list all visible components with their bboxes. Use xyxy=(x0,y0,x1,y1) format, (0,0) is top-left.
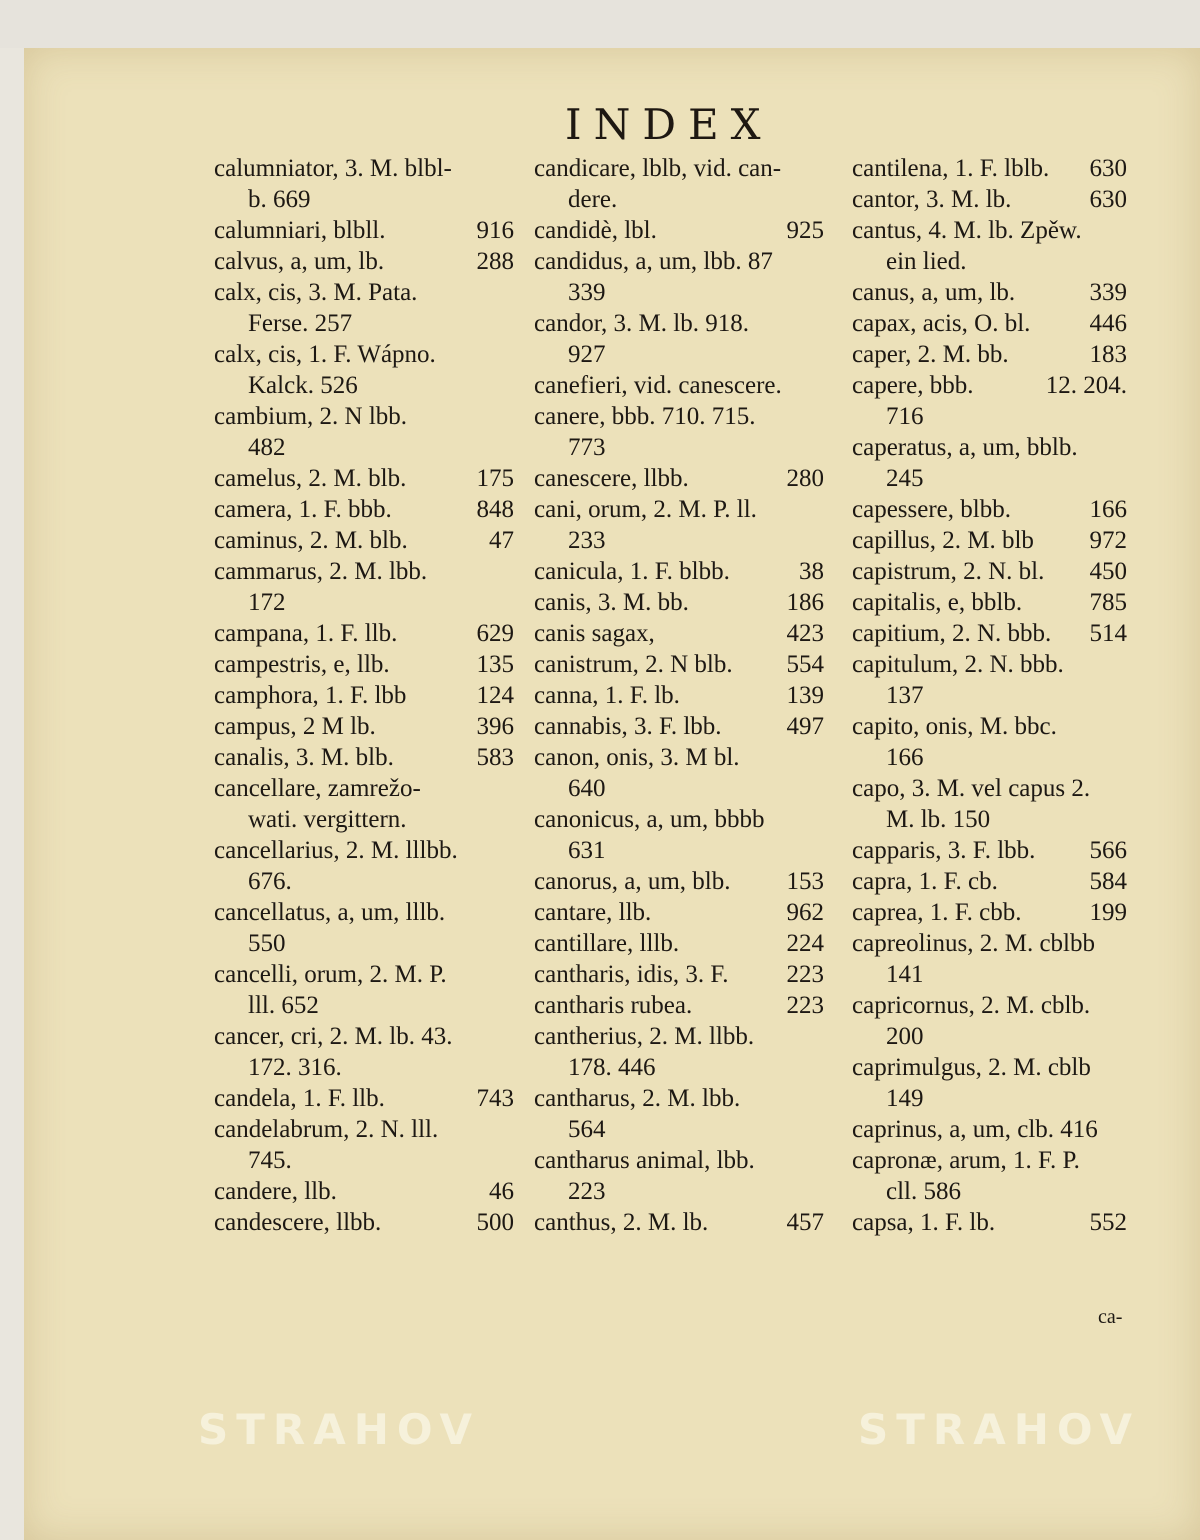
entry-term: canis, 3. M. bb. xyxy=(534,589,689,616)
entry-continuation: 223 xyxy=(568,1178,606,1205)
entry-page-number: 12. 204. xyxy=(1045,372,1127,399)
index-entry xyxy=(852,184,1127,215)
entry-page-number: 47 xyxy=(489,527,514,554)
entry-term: capra, 1. F. cb. xyxy=(852,868,998,895)
entry-term: capronæ, arum, 1. F. P. xyxy=(852,1147,1080,1174)
entry-term: candela, 1. F. llb. xyxy=(214,1085,385,1112)
entry-page-number: 554 xyxy=(786,651,824,678)
index-entry xyxy=(214,897,514,959)
entry-term: capessere, blbb. xyxy=(852,496,1011,523)
entry-page-number: 223 xyxy=(786,992,824,1019)
index-entry xyxy=(214,339,514,401)
entry-page-number: 199 xyxy=(1089,899,1127,926)
index-entry xyxy=(534,587,824,618)
index-entry xyxy=(852,835,1127,866)
entry-term: cancellare, zamrežo- xyxy=(214,775,421,802)
entry-page-number: 457 xyxy=(786,1209,824,1236)
entry-page-number: 514 xyxy=(1089,620,1127,647)
index-entry xyxy=(534,494,824,556)
entry-page-number: 223 xyxy=(786,961,824,988)
index-entry xyxy=(534,1145,824,1207)
index-entry xyxy=(852,494,1127,525)
entry-page-number: 629 xyxy=(476,620,514,647)
entry-page-number: 450 xyxy=(1089,558,1127,585)
entry-term: capito, onis, M. bbc. xyxy=(852,713,1057,740)
entry-continuation: Ferse. 257 xyxy=(248,310,353,337)
index-entry xyxy=(534,711,824,742)
entry-term: cancellarius, 2. M. lllbb. xyxy=(214,837,458,864)
index-entry xyxy=(852,215,1127,277)
index-entry xyxy=(852,897,1127,928)
index-entry xyxy=(852,928,1127,990)
entry-term: candere, llb. xyxy=(214,1178,337,1205)
entry-term: canalis, 3. M. blb. xyxy=(214,744,394,771)
entry-term: canis sagax, xyxy=(534,620,655,647)
index-entry xyxy=(214,742,514,773)
entry-continuation: 745. xyxy=(248,1147,292,1174)
entry-term: capere, bbb. xyxy=(852,372,974,399)
catchword: ca- xyxy=(1098,1306,1123,1328)
entry-term: capo, 3. M. vel capus 2. xyxy=(852,775,1091,802)
index-entry xyxy=(214,1114,514,1176)
index-entry xyxy=(534,649,824,680)
index-entry xyxy=(534,804,824,866)
entry-page-number: 224 xyxy=(786,930,824,957)
index-entry xyxy=(214,525,514,556)
entry-page-number: 630 xyxy=(1089,155,1127,182)
entry-term: capillus, 2. M. blb xyxy=(852,527,1034,554)
entry-term: cambium, 2. N lbb. xyxy=(214,403,408,430)
entry-continuation: 773 xyxy=(568,434,606,461)
index-entry xyxy=(852,556,1127,587)
watermark-left: STRAHOV xyxy=(198,1405,480,1454)
entry-term: canere, bbb. 710. 715. xyxy=(534,403,756,430)
index-entry xyxy=(214,277,514,339)
entry-term: caminus, 2. M. blb. xyxy=(214,527,408,554)
entry-term: canus, a, um, lb. xyxy=(852,279,1016,306)
index-entry xyxy=(852,1207,1127,1238)
entry-continuation: 178. 446 xyxy=(568,1054,656,1081)
entry-page-number: 396 xyxy=(476,713,514,740)
entry-continuation: 245 xyxy=(886,465,924,492)
entry-continuation: lll. 652 xyxy=(248,992,319,1019)
entry-continuation: 550 xyxy=(248,930,286,957)
entry-page-number: 584 xyxy=(1089,868,1127,895)
entry-page-number: 135 xyxy=(476,651,514,678)
entry-page-number: 848 xyxy=(476,496,514,523)
index-entry xyxy=(852,866,1127,897)
entry-page-number: 972 xyxy=(1089,527,1127,554)
entry-term: caprea, 1. F. cbb. xyxy=(852,899,1022,926)
index-entry xyxy=(852,277,1127,308)
entry-term: calumniator, 3. M. blbl- xyxy=(214,155,452,182)
index-entry xyxy=(214,1021,514,1083)
entry-term: canicula, 1. F. blbb. xyxy=(534,558,730,585)
index-column-1 xyxy=(214,153,514,1238)
entry-term: capitulum, 2. N. bbb. xyxy=(852,651,1064,678)
entry-page-number: 339 xyxy=(1089,279,1127,306)
index-entry xyxy=(534,215,824,246)
entry-term: canistrum, 2. N blb. xyxy=(534,651,733,678)
index-entry xyxy=(852,1145,1127,1207)
entry-page-number: 583 xyxy=(476,744,514,771)
entry-continuation: 676. xyxy=(248,868,292,895)
index-entry xyxy=(534,246,824,308)
index-entry xyxy=(534,1083,824,1145)
entry-page-number: 139 xyxy=(786,682,824,709)
index-entry xyxy=(852,587,1127,618)
index-entry xyxy=(534,1207,824,1238)
entry-term: caperatus, a, um, bblb. xyxy=(852,434,1078,461)
index-entry xyxy=(214,773,514,835)
entry-page-number: 153 xyxy=(786,868,824,895)
entry-continuation: Kalck. 526 xyxy=(248,372,358,399)
entry-page-number: 743 xyxy=(476,1085,514,1112)
entry-term: canefieri, vid. canescere. xyxy=(534,372,782,399)
entry-term: candidè, lbl. xyxy=(534,217,657,244)
index-entry xyxy=(214,401,514,463)
index-entry xyxy=(534,928,824,959)
entry-continuation: 716 xyxy=(886,403,924,430)
entry-term: candidus, a, um, lbb. 87 xyxy=(534,248,773,275)
entry-continuation: 640 xyxy=(568,775,606,802)
index-entry xyxy=(852,308,1127,339)
entry-term: cantare, llb. xyxy=(534,899,652,926)
entry-term: canna, 1. F. lb. xyxy=(534,682,680,709)
entry-page-number: 423 xyxy=(786,620,824,647)
entry-continuation: 482 xyxy=(248,434,286,461)
index-entry xyxy=(852,649,1127,711)
index-entry xyxy=(214,494,514,525)
entry-continuation: 200 xyxy=(886,1023,924,1050)
index-column-2 xyxy=(534,153,824,1238)
watermark-right: STRAHOV xyxy=(858,1405,1140,1454)
entry-continuation: cll. 586 xyxy=(886,1178,961,1205)
entry-term: camelus, 2. M. blb. xyxy=(214,465,407,492)
entry-term: canescere, llbb. xyxy=(534,465,689,492)
index-entry xyxy=(852,339,1127,370)
entry-continuation: 166 xyxy=(886,744,924,771)
index-entry xyxy=(214,1207,514,1238)
entry-continuation: 233 xyxy=(568,527,606,554)
entry-term: campus, 2 M lb. xyxy=(214,713,376,740)
entry-page-number: 785 xyxy=(1089,589,1127,616)
entry-term: cantharis, idis, 3. F. xyxy=(534,961,729,988)
entry-page-number: 552 xyxy=(1089,1209,1127,1236)
entry-page-number: 280 xyxy=(786,465,824,492)
entry-term: capax, acis, O. bl. xyxy=(852,310,1031,337)
entry-page-number: 186 xyxy=(786,589,824,616)
entry-term: capreolinus, 2. M. cblbb xyxy=(852,930,1096,957)
index-entry xyxy=(534,990,824,1021)
index-entry xyxy=(534,959,824,990)
entry-page-number: 497 xyxy=(786,713,824,740)
entry-continuation: 339 xyxy=(568,279,606,306)
entry-term: cancelli, orum, 2. M. P. xyxy=(214,961,447,988)
index-entry xyxy=(534,556,824,587)
entry-continuation: ein lied. xyxy=(886,248,967,275)
index-entry xyxy=(852,1114,1127,1145)
entry-continuation: M. lb. 150 xyxy=(886,806,991,833)
index-entry xyxy=(534,897,824,928)
entry-term: capitalis, e, bblb. xyxy=(852,589,1023,616)
entry-term: calx, cis, 3. M. Pata. xyxy=(214,279,418,306)
entry-term: cantus, 4. M. lb. Zpěw. xyxy=(852,217,1082,244)
entry-page-number: 446 xyxy=(1089,310,1127,337)
entry-term: campana, 1. F. llb. xyxy=(214,620,398,647)
index-entry xyxy=(852,990,1127,1052)
entry-page-number: 288 xyxy=(476,248,514,275)
entry-term: capparis, 3. F. lbb. xyxy=(852,837,1036,864)
entry-term: cantharis rubea. xyxy=(534,992,693,1019)
index-entry xyxy=(534,742,824,804)
index-entry xyxy=(852,1052,1127,1114)
index-entry xyxy=(214,246,514,277)
index-entry xyxy=(534,680,824,711)
index-entry xyxy=(852,432,1127,494)
index-entry xyxy=(214,959,514,1021)
entry-page-number: 38 xyxy=(799,558,824,585)
entry-term: cancer, cri, 2. M. lb. 43. xyxy=(214,1023,453,1050)
entry-term: cani, orum, 2. M. P. ll. xyxy=(534,496,757,523)
entry-term: cantilena, 1. F. lblb. xyxy=(852,155,1050,182)
entry-term: capistrum, 2. N. bl. xyxy=(852,558,1045,585)
index-entry xyxy=(534,308,824,370)
entry-term: candor, 3. M. lb. 918. xyxy=(534,310,749,337)
entry-continuation: 137 xyxy=(886,682,924,709)
entry-term: cannabis, 3. F. lbb. xyxy=(534,713,722,740)
index-entry xyxy=(214,556,514,618)
entry-term: cammarus, 2. M. lbb. xyxy=(214,558,428,585)
entry-term: canon, onis, 3. M bl. xyxy=(534,744,740,771)
entry-term: cantharus animal, lbb. xyxy=(534,1147,755,1174)
entry-continuation: 141 xyxy=(886,961,924,988)
index-entry xyxy=(214,835,514,897)
index-entry xyxy=(534,401,824,463)
entry-page-number: 962 xyxy=(786,899,824,926)
index-entry xyxy=(214,1176,514,1207)
entry-term: caprimulgus, 2. M. cblb xyxy=(852,1054,1091,1081)
entry-continuation: dere. xyxy=(568,186,618,213)
index-entry xyxy=(852,153,1127,184)
entry-continuation: 149 xyxy=(886,1085,924,1112)
index-entry xyxy=(214,153,514,215)
entry-term: candelabrum, 2. N. lll. xyxy=(214,1116,439,1143)
index-entry xyxy=(214,649,514,680)
entry-page-number: 124 xyxy=(476,682,514,709)
entry-page-number: 916 xyxy=(476,217,514,244)
index-entry xyxy=(534,618,824,649)
entry-term: candescere, llbb. xyxy=(214,1209,382,1236)
entry-term: cantherius, 2. M. llbb. xyxy=(534,1023,755,1050)
entry-continuation: b. 669 xyxy=(248,186,311,213)
entry-continuation: 564 xyxy=(568,1116,606,1143)
entry-term: campestris, e, llb. xyxy=(214,651,390,678)
entry-page-number: 46 xyxy=(489,1178,514,1205)
entry-page-number: 175 xyxy=(476,465,514,492)
entry-page-number: 500 xyxy=(476,1209,514,1236)
entry-continuation: 927 xyxy=(568,341,606,368)
index-entry xyxy=(214,215,514,246)
index-entry xyxy=(852,618,1127,649)
entry-continuation: 172 xyxy=(248,589,286,616)
index-entry xyxy=(852,773,1127,835)
entry-term: caper, 2. M. bb. xyxy=(852,341,1009,368)
entry-term: cancellatus, a, um, lllb. xyxy=(214,899,446,926)
index-entry xyxy=(534,153,824,215)
index-entry xyxy=(214,680,514,711)
index-entry xyxy=(214,711,514,742)
entry-term: calvus, a, um, lb. xyxy=(214,248,385,275)
entry-page-number: 166 xyxy=(1089,496,1127,523)
entry-term: camphora, 1. F. lbb xyxy=(214,682,407,709)
entry-term: cantor, 3. M. lb. xyxy=(852,186,1012,213)
entry-term: canonicus, a, um, bbbb xyxy=(534,806,765,833)
entry-page-number: 183 xyxy=(1089,341,1127,368)
index-entry xyxy=(852,711,1127,773)
entry-term: capricornus, 2. M. cblb. xyxy=(852,992,1091,1019)
entry-term: capitium, 2. N. bbb. xyxy=(852,620,1052,647)
entry-continuation: 631 xyxy=(568,837,606,864)
index-entry xyxy=(852,370,1127,432)
index-entry xyxy=(214,618,514,649)
index-entry xyxy=(214,1083,514,1114)
index-entry xyxy=(534,463,824,494)
entry-term: canthus, 2. M. lb. xyxy=(534,1209,709,1236)
entry-term: caprinus, a, um, clb. 416 xyxy=(852,1116,1098,1143)
entry-continuation: wati. vergittern. xyxy=(248,806,407,833)
entry-term: calx, cis, 1. F. Wápno. xyxy=(214,341,436,368)
index-entry xyxy=(534,370,824,401)
entry-continuation: 172. 316. xyxy=(248,1054,342,1081)
entry-page-number: 630 xyxy=(1089,186,1127,213)
page-heading: INDEX xyxy=(565,100,773,149)
index-column-3 xyxy=(852,153,1127,1238)
entry-term: cantillare, lllb. xyxy=(534,930,680,957)
index-entry xyxy=(534,1021,824,1083)
index-entry xyxy=(852,525,1127,556)
entry-term: calumniari, blbll. xyxy=(214,217,386,244)
entry-term: cantharus, 2. M. lbb. xyxy=(534,1085,741,1112)
entry-term: camera, 1. F. bbb. xyxy=(214,496,392,523)
entry-term: candicare, lblb, vid. can- xyxy=(534,155,782,182)
entry-page-number: 925 xyxy=(786,217,824,244)
entry-term: capsa, 1. F. lb. xyxy=(852,1209,996,1236)
index-entry xyxy=(534,866,824,897)
index-entry xyxy=(214,463,514,494)
scan-background xyxy=(0,0,1200,48)
entry-term: canorus, a, um, blb. xyxy=(534,868,731,895)
entry-page-number: 566 xyxy=(1089,837,1127,864)
